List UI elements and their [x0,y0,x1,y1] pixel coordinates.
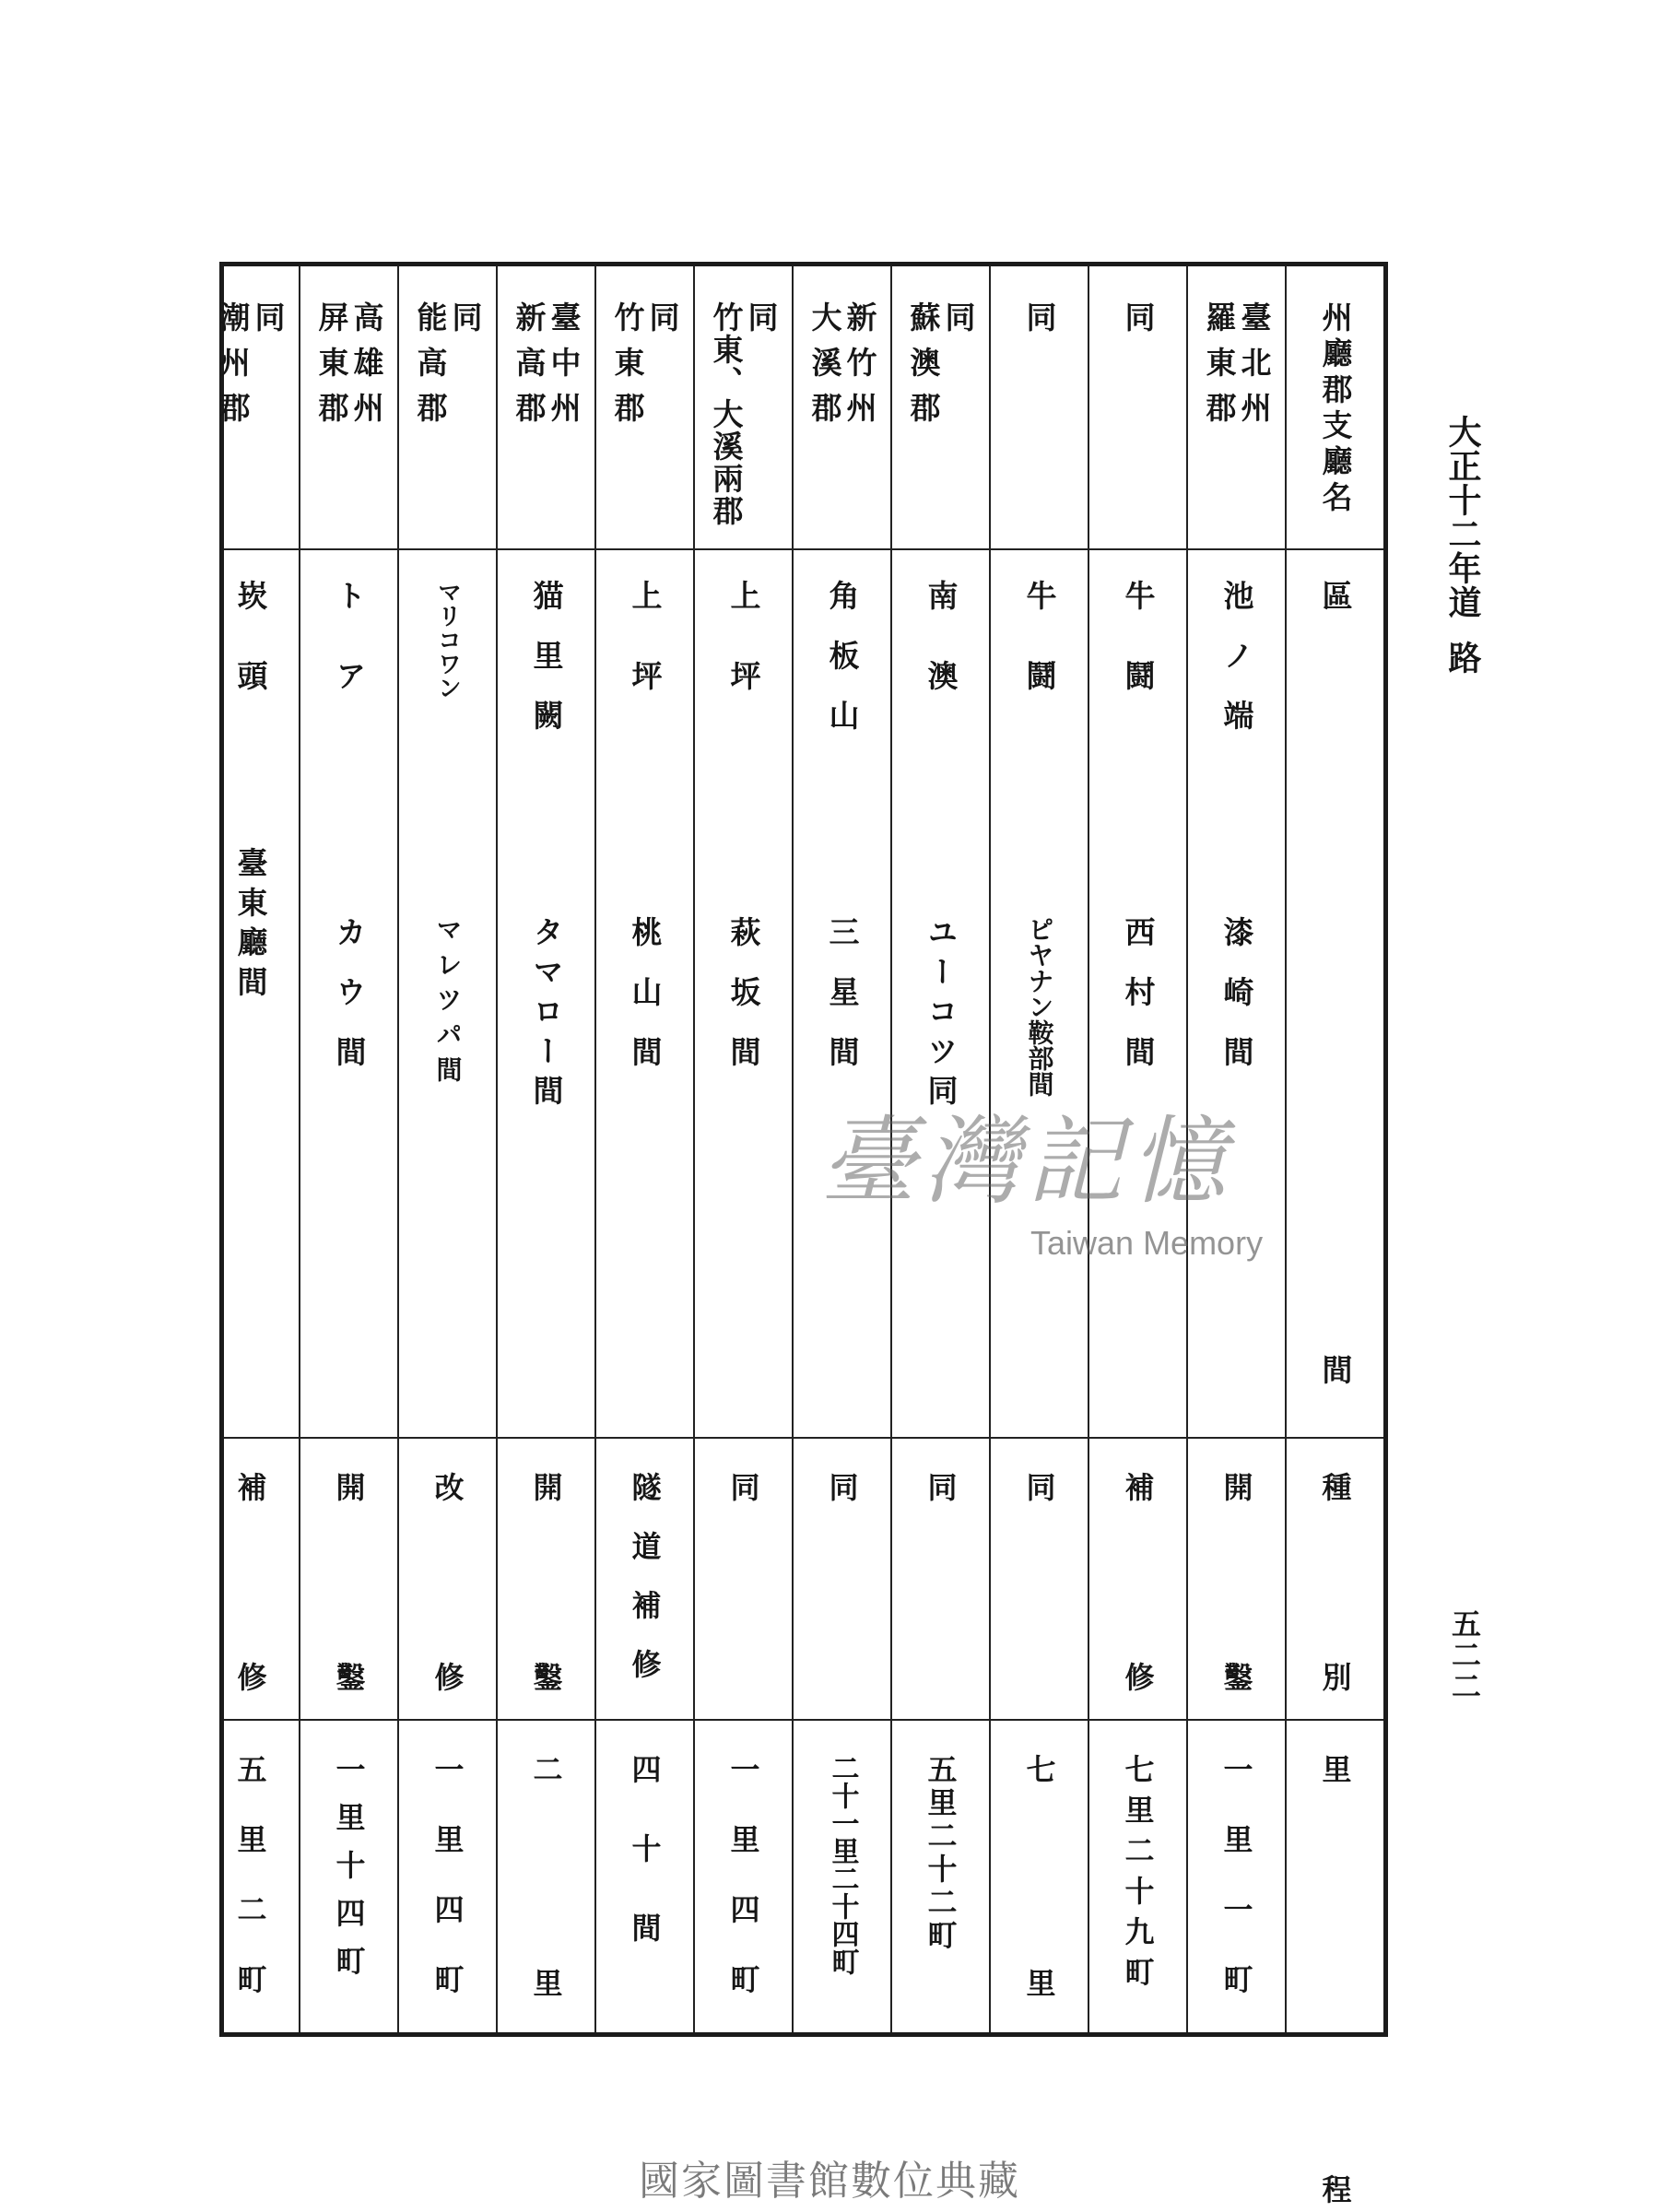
row-distance: 二十一里二十四町 [826,1754,859,1975]
row-district-prefecture: 同 [1120,301,1157,347]
header-column [1285,266,1383,2204]
header-name-cell [1287,266,1383,548]
row-section-end: ピヤナン鞍部間 [1024,916,1055,1097]
row-district-county: 蘇澳郡 [905,301,942,437]
table-row [202,266,299,2032]
library-footer: 國家圖書館數位典藏 [639,2158,1020,2205]
row-distance: 七里 [1021,1754,1057,2182]
watermark-subtitle: Taiwan Memory [1030,1224,1264,1262]
row-section-start: マリコワン [433,580,462,700]
header-kind-1: 種 [1317,1472,1353,1501]
row-section-end: 萩坂間 [725,916,762,1096]
row-section-end: カウ間 [331,916,368,1096]
header-kind-2: 別 [1317,1662,1353,1691]
row-district-prefecture: 同 [250,301,287,347]
row-section-end: 臺東廳間 [232,847,269,1006]
running-title [1445,415,1480,696]
row-distance: 四十間 [627,1754,663,1992]
row-section-end: 桃山間 [627,916,664,1096]
row-section-end: 三星間 [824,916,861,1096]
row-section-start: 上坪 [627,580,664,740]
table-row [594,266,693,2032]
row-section-end: タマロー間 [528,916,565,1114]
row-district-prefecture: 高雄州 [348,301,385,437]
row-section-start: 崁頭 [232,580,269,740]
row-kind: 隧道補修 [627,1472,663,1708]
row-kind-1: 補 [232,1472,268,1501]
row-district-prefecture: 同 [1021,301,1058,347]
row-section-start: 池ノ端 [1218,580,1255,759]
row-district-prefecture: 同 [447,301,484,347]
row-kind-2: 修 [232,1662,268,1691]
row-kind-1: 補 [1120,1472,1156,1501]
row-kind-1: 開 [528,1472,564,1501]
running-title-year: 大正十二年 [1443,415,1482,585]
row-kind-1: 開 [1218,1472,1254,1501]
header-section-cell [1287,552,1383,1437]
running-title-subject: 道路 [1443,585,1482,696]
row-section-start: 上坪 [725,580,762,740]
row-section-end: 漆崎間 [1218,916,1255,1096]
table-row [989,266,1088,2182]
row-kind-2: 鑿 [528,1662,564,1691]
row-kind-1: 開 [331,1472,367,1501]
row-section-start: 牛鬪 [1120,580,1157,740]
table-row [496,266,594,2182]
table-row [693,266,792,2032]
row-district-prefecture: 同 [743,301,780,347]
row-district-county: 大溪郡 [806,301,843,437]
header-section-2: 間 [1317,1354,1354,1384]
watermark-title: 臺灣記憶 [820,1105,1234,1218]
row-section-start: トア [331,580,368,740]
header-distance-cell [1287,1723,1383,2204]
row-distance: 二里 [528,1754,564,2182]
row-district-prefecture: 新竹州 [841,301,878,437]
row-section-end: 西村間 [1120,916,1157,1096]
row-kind-1: 改 [429,1472,465,1501]
table-row [890,266,989,2032]
row-district-county: 竹東郡 [609,301,646,437]
row-district-prefecture: 臺北州 [1236,301,1273,437]
row-section-start: 牛鬪 [1021,580,1058,740]
header-kind-cell [1287,1441,1383,1719]
page-number: 五二二 [1447,1608,1482,1702]
row-kind-2: 鑿 [331,1662,367,1691]
header-distance-2: 程 [1317,2174,1353,2204]
row-district-county: 新高郡 [511,301,547,437]
row-district-county: 能高郡 [412,301,449,437]
table-row [1186,266,1285,2032]
header-distance-1: 里 [1317,1754,1353,1783]
row-distance: 一里十四町 [331,1754,367,1994]
row-kind: 同 [824,1472,860,1501]
row-kind-2: 修 [1120,1662,1156,1691]
row-kind: 同 [725,1472,761,1501]
row-section-start: 角板山 [824,580,861,759]
row-section-start: 南澳 [923,580,959,740]
row-section-end: ユーコツ同 [923,916,959,1114]
row-section-end: マレツパ間 [432,916,464,1091]
row-district-prefecture: 同 [940,301,977,347]
row-district-prefecture: 臺中州 [546,301,582,437]
row-kind-2: 修 [429,1662,465,1691]
row-distance: 五里二町 [232,1754,268,2034]
row-distance: 五里二十二町 [923,1754,959,1953]
header-name: 州廳郡支廳名 [1317,301,1354,517]
row-district-prefecture: 同 [644,301,681,347]
row-kind-2: 鑿 [1218,1662,1254,1691]
row-district-county: 潮州郡 [215,301,252,437]
row-distance: 一里一町 [1218,1754,1254,2034]
row-district-county: 竹東、大溪兩郡 [708,301,745,527]
table-row [397,266,496,2032]
row-distance: 七里二十九町 [1120,1754,1156,1997]
table-row [1088,266,1186,2032]
header-section-1: 區 [1317,580,1354,610]
row-district-county: 屏東郡 [313,301,350,437]
row-section-start: 猫里闕 [528,580,565,759]
row-kind: 同 [923,1472,959,1501]
row-distance: 一里四町 [725,1754,761,2034]
table-row [792,266,890,2032]
row-district-county: 羅東郡 [1201,301,1238,437]
row-distance: 一里四町 [429,1754,465,2034]
table-row [299,266,397,2032]
row-kind: 同 [1021,1472,1057,1501]
